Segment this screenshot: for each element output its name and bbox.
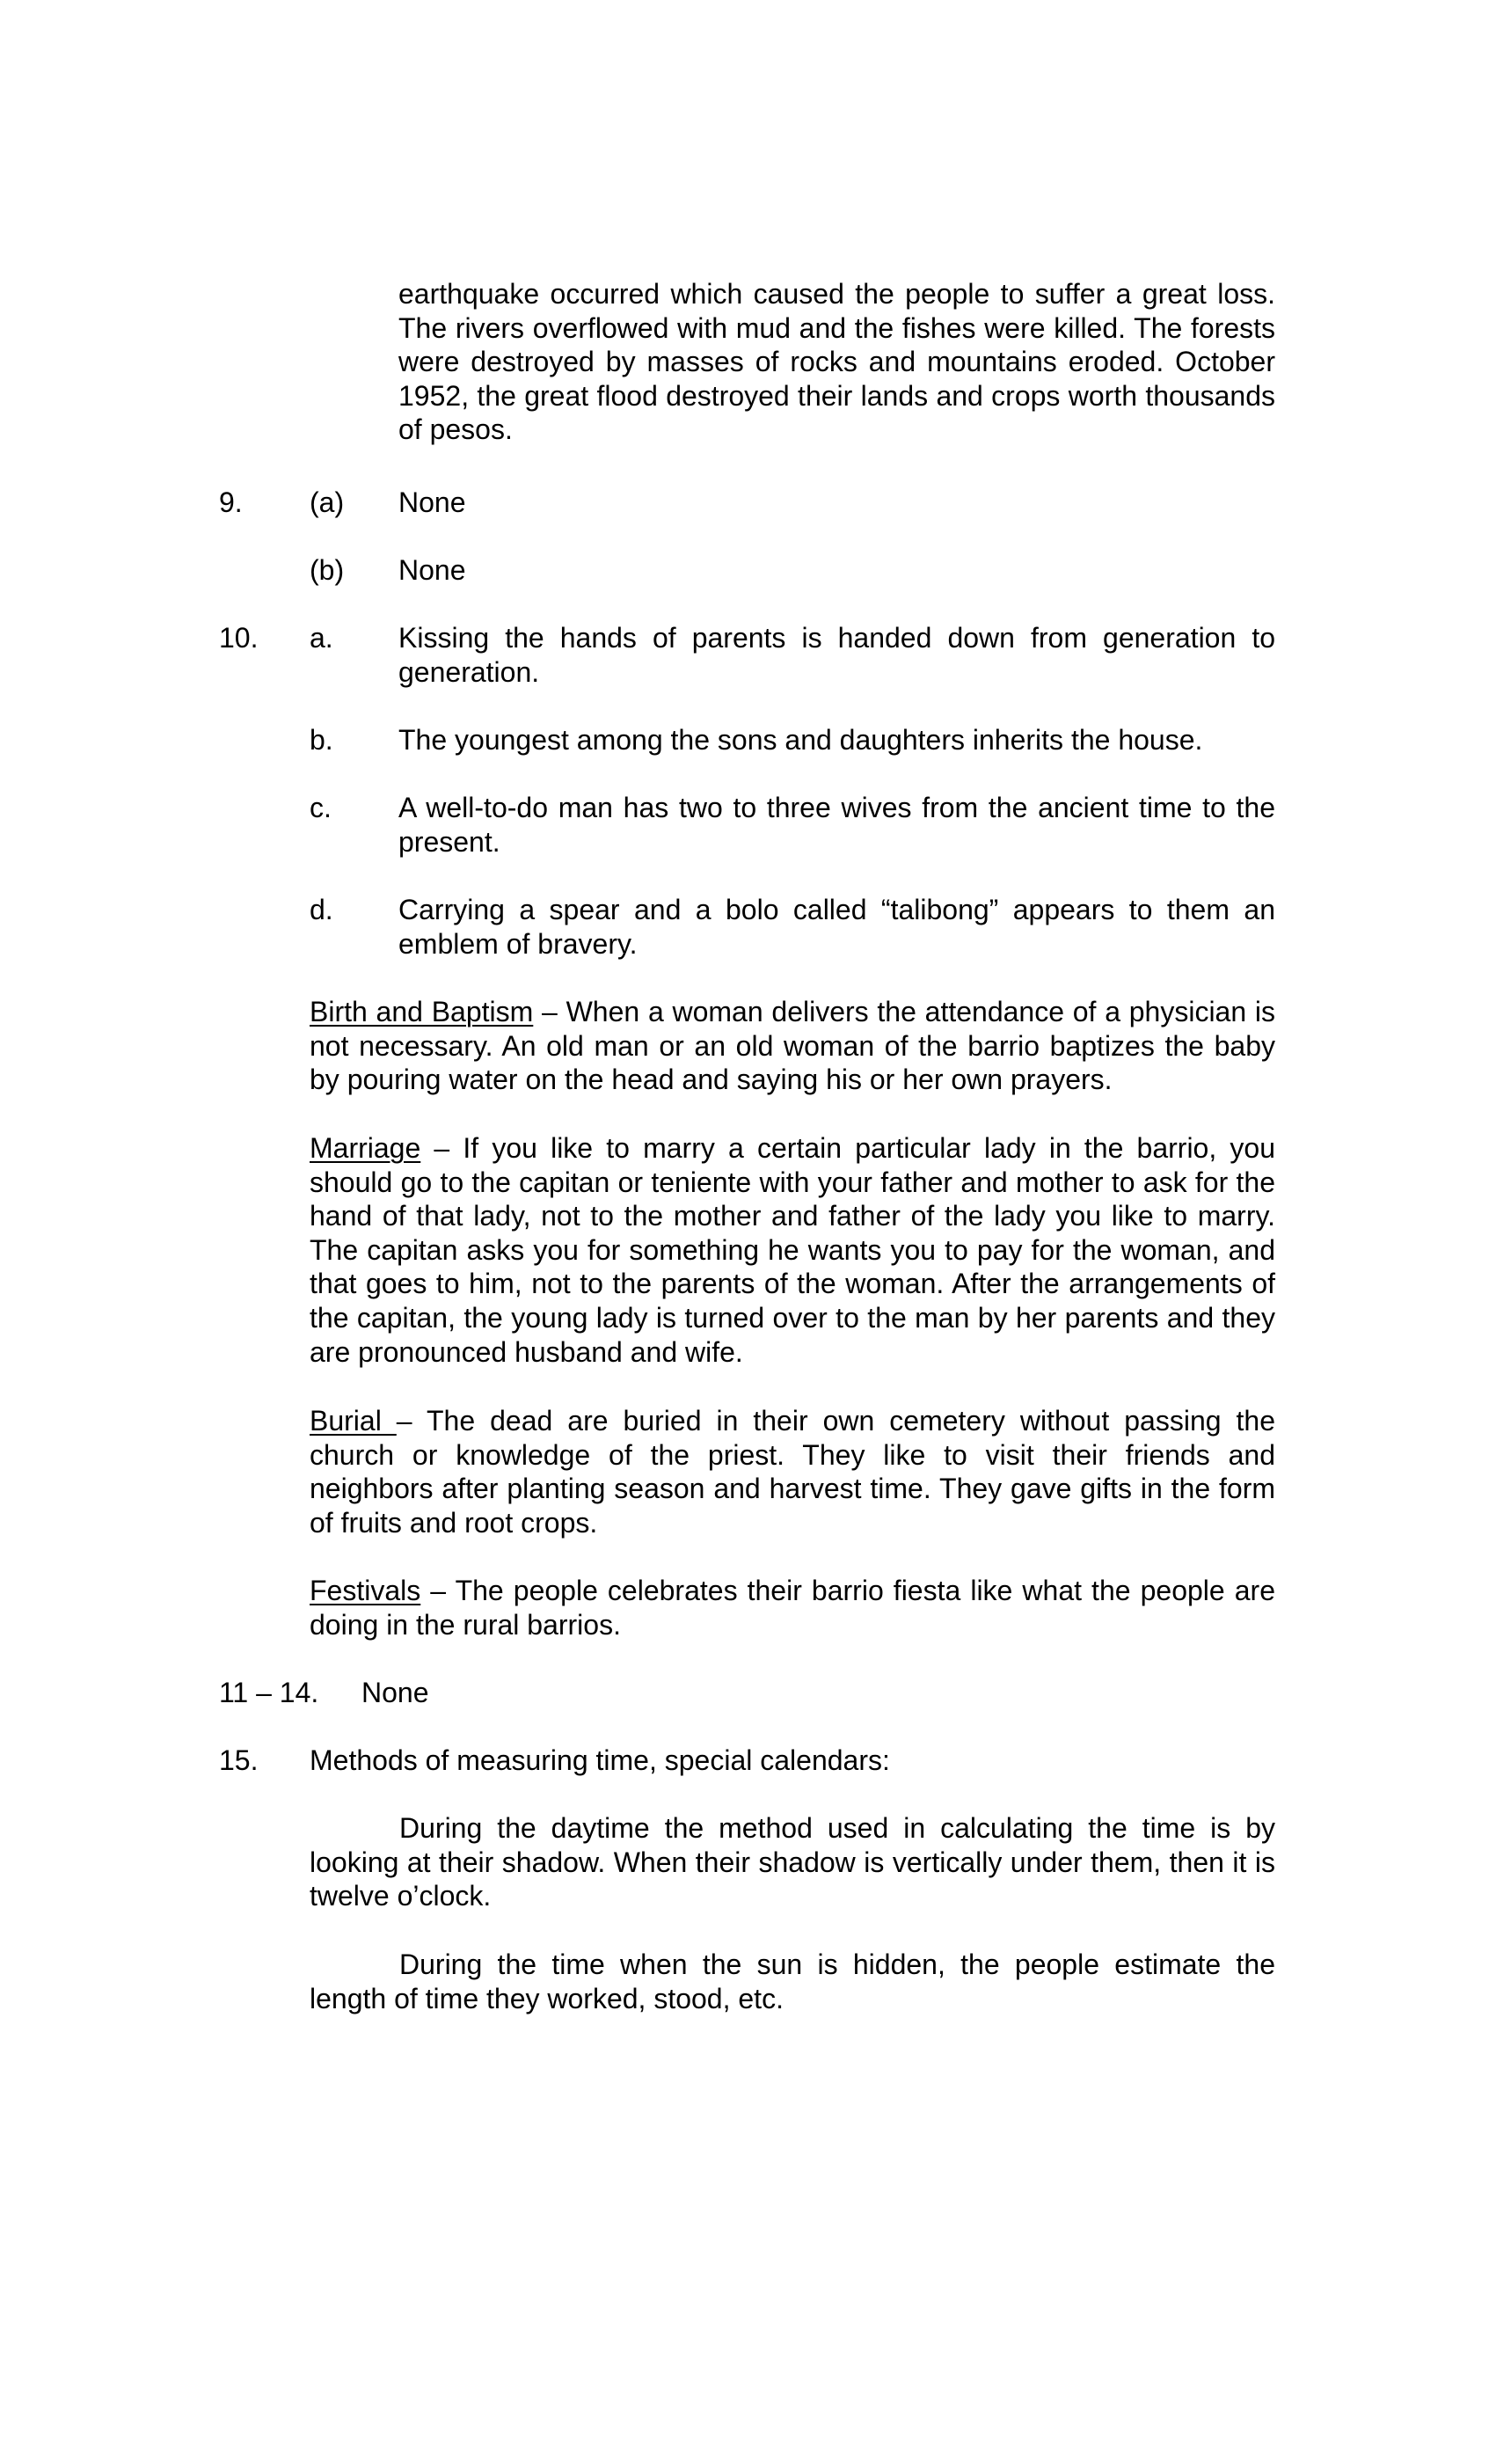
burial-paragraph <box>310 1404 1275 1539</box>
festivals-heading: Festivals <box>310 1575 421 1606</box>
item-10c-label: c. <box>310 792 332 823</box>
item-10d-text: Carrying a spear and a bolo called “talibong” appears to them an emblem of bravery. <box>398 894 1275 960</box>
marriage-text: – If you like to marry a certain particular lady in the barrio, you should go to the capitan or teniente with your father and mother to ask for the hand of that lady, not to the mother and father of the lady you like to marry. The capitan asks you for something he wants you to pay for the woman, and that goes to him, not to the parents of the woman. After the arrangements of the capitan, the young lady is turned over to the man by her parents and they are pronounced husband and wife. <box>310 1132 1275 1368</box>
burial-text: – The dead are buried in their own cemetery without passing the church or knowledge of the priest. They like to visit their friends and neighbors after planting season and harvest time. They gave gifts in the form of fruits and root crops. <box>310 1405 1275 1539</box>
marriage-heading: Marriage <box>310 1132 421 1164</box>
item-10-number: 10. <box>219 622 259 654</box>
item-15-number: 15. <box>219 1744 259 1776</box>
intro-paragraph: earthquake occurred which caused the people to suffer a great loss. The rivers overflowed with mud and the fishes were killed. The forests were destroyed by masses of rocks and mountains eroded. October 1952, the great flood destroyed their lands and crops worth thousands of pesos. <box>398 278 1275 446</box>
item-9-number: 9. <box>219 486 243 518</box>
item-10b-text: The youngest among the sons and daughters inherits the house. <box>398 724 1203 756</box>
item-9b-text: None <box>398 554 466 586</box>
item-9b-label: (b) <box>310 554 345 586</box>
item-9a-text: None <box>398 486 466 518</box>
item-11-14-number: 11 – 14. <box>219 1677 319 1708</box>
item-15-paragraph-1: During the daytime the method used in calculating the time is by looking at their shadow. When their shadow is vertically under them, then it is twelve o’clock. <box>310 1812 1275 1912</box>
item-10a-label: a. <box>310 622 333 654</box>
item-10b-label: b. <box>310 724 333 756</box>
birth-and-baptism-heading: Birth and Baptism <box>310 996 534 1027</box>
marriage-paragraph <box>310 1131 1275 1369</box>
burial-heading: Burial <box>310 1405 397 1437</box>
item-9a-label: (a) <box>310 486 345 518</box>
item-11-14-text: None <box>361 1677 429 1708</box>
item-10c-text: A well-to-do man has two to three wives from the ancient time to the present. <box>398 792 1275 858</box>
item-10a-text: Kissing the hands of parents is handed down from generation to generation. <box>398 622 1275 688</box>
birth-and-baptism-text: – When a woman delivers the attendance of a physician is not necessary. An old man or an old woman of the barrio baptizes the baby by pouring water on the head and saying his or her own prayers. <box>310 996 1276 1096</box>
festivals-text: – The people celebrates their barrio fiesta like what the people are doing in the rural barrios. <box>310 1575 1275 1641</box>
birth-and-baptism-paragraph <box>310 995 1275 1097</box>
item-15-title: Methods of measuring time, special calendars: <box>310 1744 890 1776</box>
festivals-paragraph <box>310 1574 1275 1641</box>
item-10d-label: d. <box>310 894 333 925</box>
item-15-paragraph-2: During the time when the sun is hidden, the people estimate the length of time they worked, stood, etc. <box>310 1949 1275 2014</box>
